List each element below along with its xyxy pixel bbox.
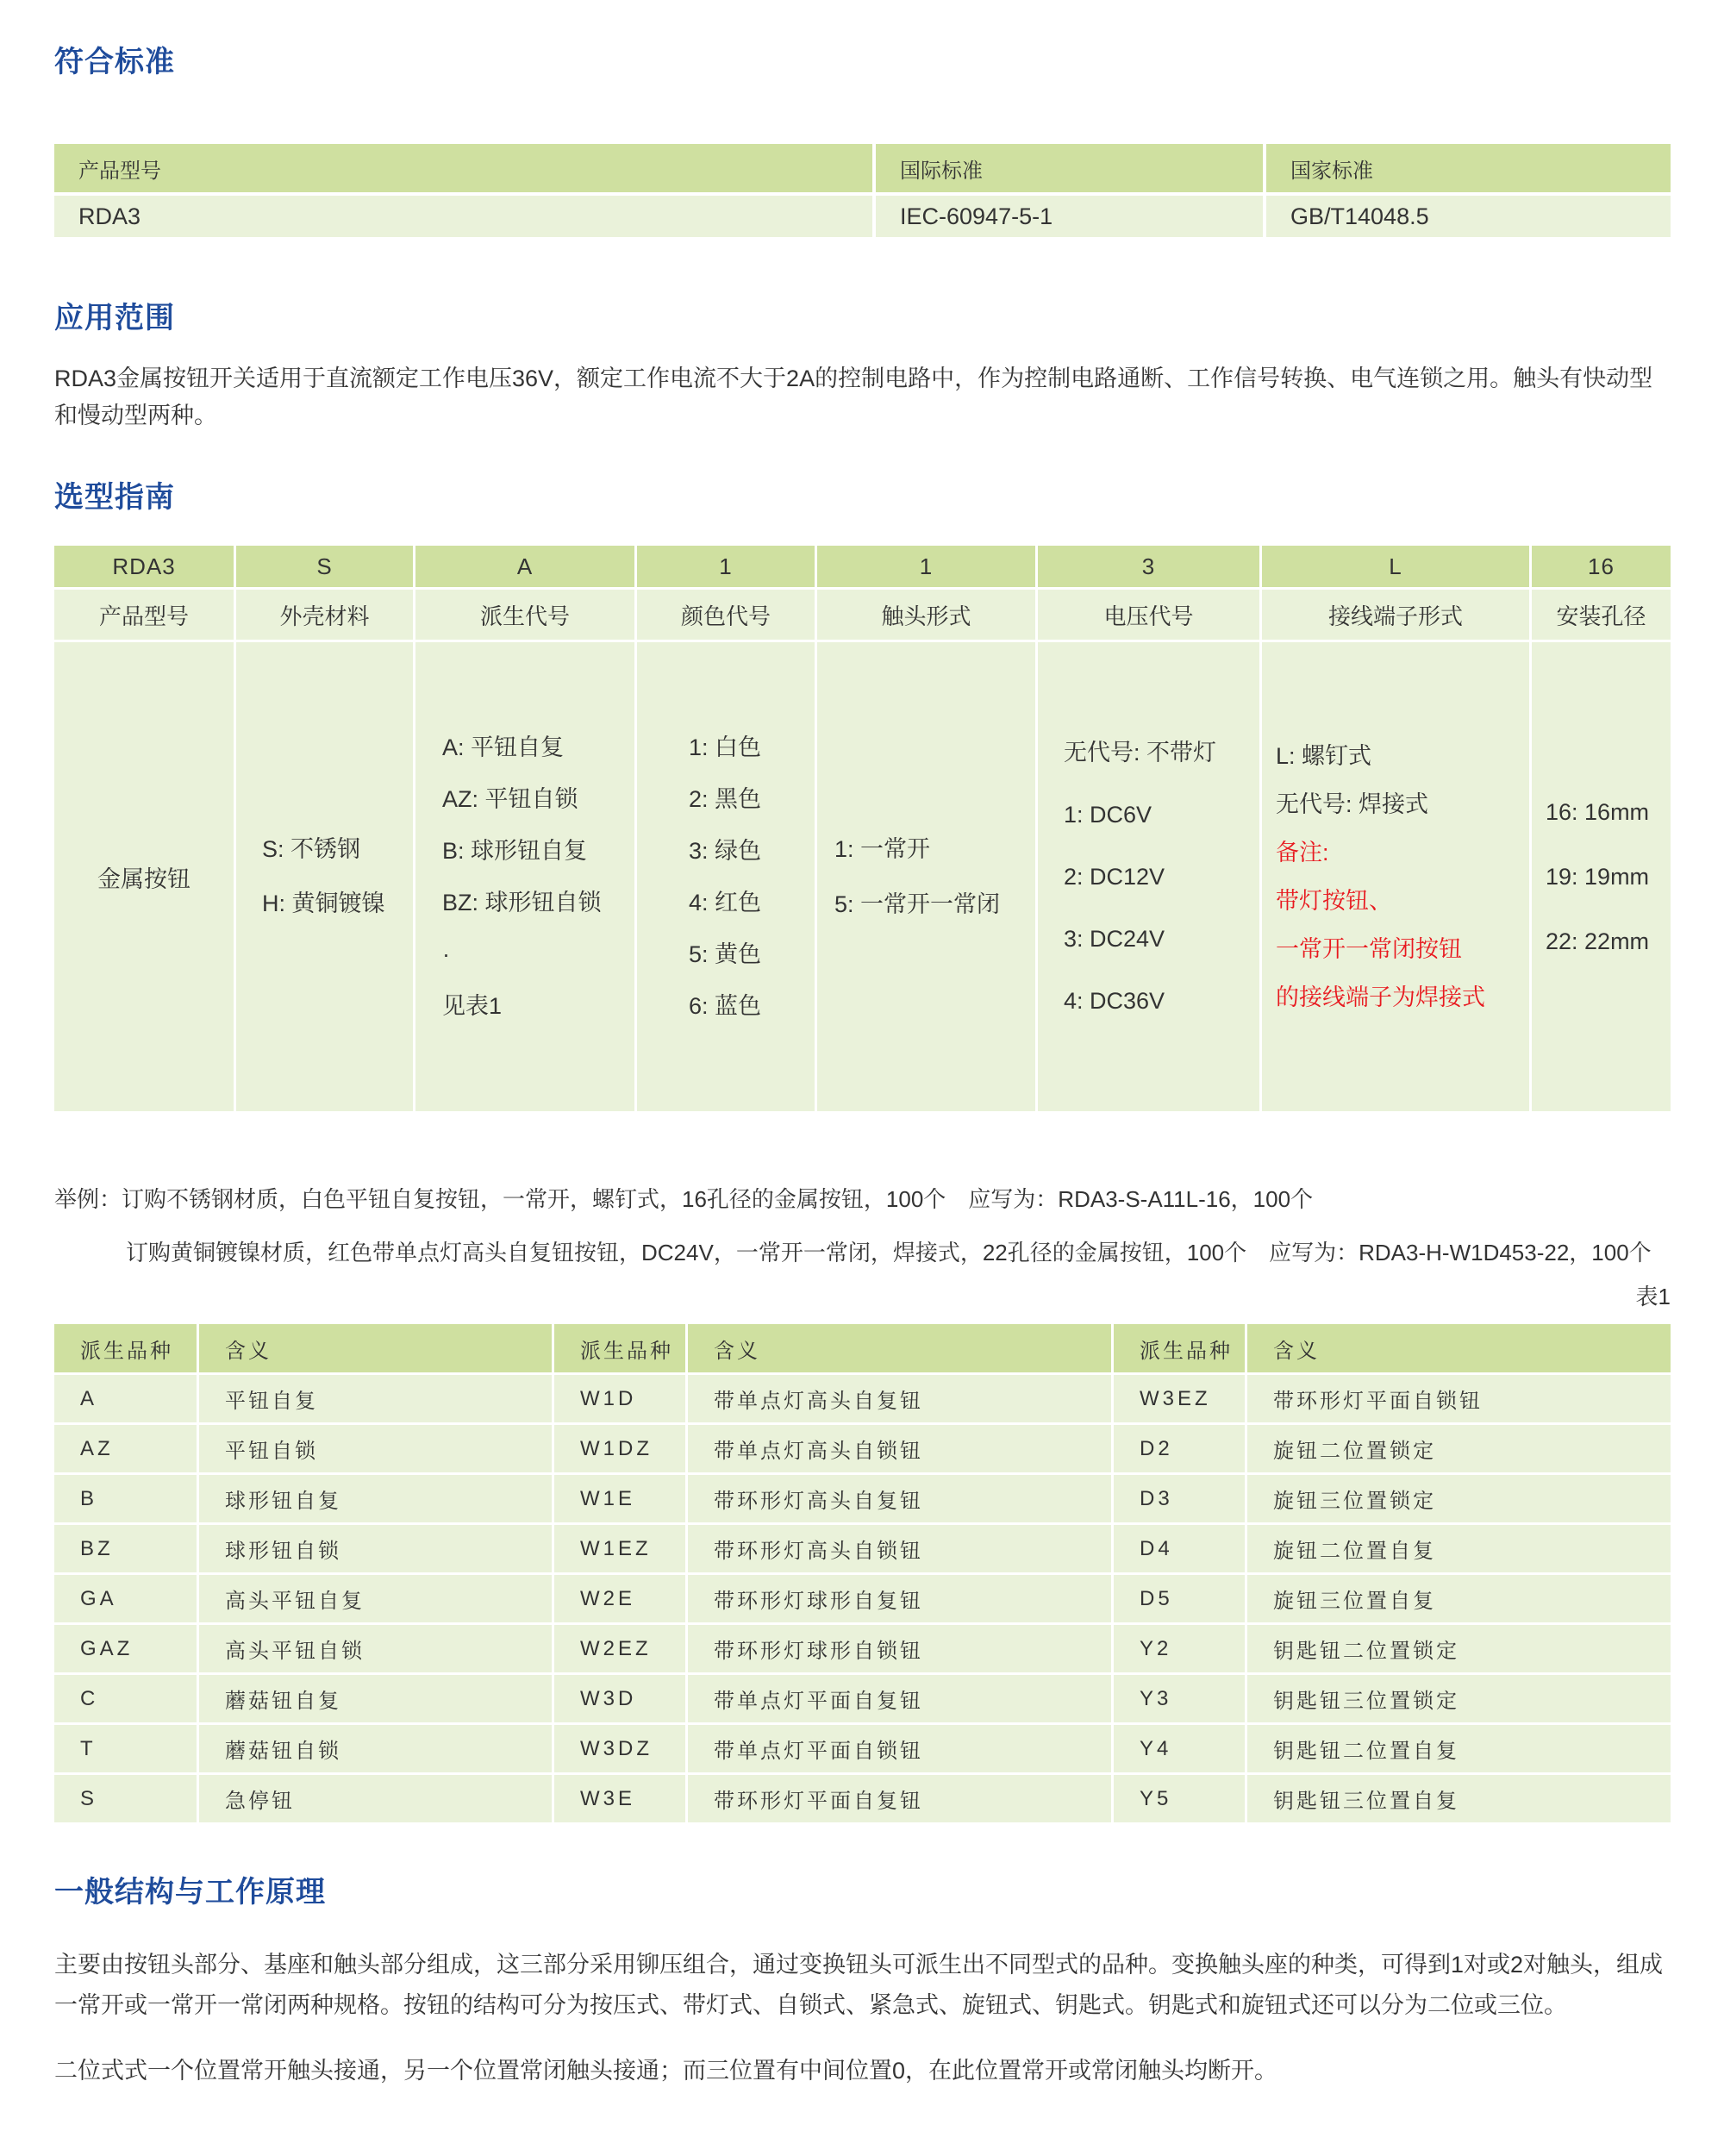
table1-meaning-cell: 急停钮 <box>199 1775 552 1822</box>
table1-meaning-cell: 钥匙钮三位置自复 <box>1247 1775 1671 1822</box>
table1-header-cell: 含义 <box>1247 1324 1671 1372</box>
table1-meaning-cell: 带环形灯球形自复钮 <box>688 1575 1111 1622</box>
table1-code-cell: D5 <box>1114 1575 1245 1622</box>
table1-meaning-cell: 带单点灯高头自复钮 <box>688 1375 1111 1422</box>
standards-header-international: 国际标准 <box>876 144 1263 192</box>
table1-header-cell: 含义 <box>199 1324 552 1372</box>
table1-code-cell: B <box>54 1475 197 1522</box>
section-title-selection: 选型指南 <box>54 481 175 514</box>
terminal-note-line: 带灯按钮、 <box>1276 888 1392 914</box>
table1-meaning-cell: 旋钮三位置锁定 <box>1247 1475 1671 1522</box>
table1-header-cell: 派生品种 <box>54 1324 197 1372</box>
standards-header-national: 国家标准 <box>1266 144 1671 192</box>
table1-code-cell: D2 <box>1114 1425 1245 1472</box>
table1-code-cell: Y4 <box>1114 1725 1245 1772</box>
terminal-note-line: 备注: <box>1276 840 1329 866</box>
table1-code-cell: C <box>54 1675 197 1722</box>
table1-meaning-cell: 带环形灯平面自锁钮 <box>1247 1375 1671 1422</box>
datasheet-page <box>54 47 1671 2091</box>
table1-meaning-cell: 旋钮二位置锁定 <box>1247 1425 1671 1472</box>
table1-meaning-cell: 球形钮自锁 <box>199 1525 552 1572</box>
derived-varieties-table <box>54 1324 1671 1822</box>
table1-code-cell: S <box>54 1775 197 1822</box>
table1-code-cell: W3E <box>554 1775 685 1822</box>
selection-code-cell: A <box>415 546 634 587</box>
application-paragraph: RDA3金属按钮开关适用于直流额定工作电压36V，额定工作电流不大于2A的控制电路中，作为控制电路通断、工作信号转换、电气连锁之用。触头有快动型和慢动型两种。 <box>54 366 1653 428</box>
selection-label-cell: 安装孔径 <box>1532 590 1671 640</box>
selection-label-cell: 触头形式 <box>817 590 1035 640</box>
table1-meaning-cell: 蘑菇钮自锁 <box>199 1725 552 1772</box>
terminal-note-line: 一常开一常闭按钮 <box>1276 936 1462 962</box>
cell-terminal-form: L: 螺钉式 无代号: 焊接式 备注: 带灯按钮、 一常开一常闭按钮 的接线端子为焊接式 <box>1262 642 1529 1111</box>
table1-meaning-cell: 高头平钮自复 <box>199 1575 552 1622</box>
selection-code-cell: 3 <box>1038 546 1259 587</box>
table1-meaning-cell: 带环形灯高头自锁钮 <box>688 1525 1111 1572</box>
table1-code-cell: BZ <box>54 1525 197 1572</box>
cell-product-type <box>54 642 234 1111</box>
standards-cell-product-model: RDA3 <box>54 196 872 237</box>
table1-code-cell: W3D <box>554 1675 685 1722</box>
selection-label-cell: 外壳材料 <box>236 590 413 640</box>
structure-paragraph-1: 主要由按钮头部分、基座和触头部分组成，这三部分采用铆压组合，通过变换钮头可派生出不同型式的品种。变换触头座的种类，可得到1对或2对触头，组成一常开或一常开一常闭两种规格。按钮的结构可分为按压式、带灯式、自锁式、紧急式、旋钮式、钥匙式。钥匙式和旋钮式还可以分为二位或三位。 <box>54 1952 1664 2018</box>
table1-code-cell: Y3 <box>1114 1675 1245 1722</box>
table1-meaning-cell: 带单点灯平面自复钮 <box>688 1675 1111 1722</box>
table1-code-cell: W2EZ <box>554 1625 685 1672</box>
table1-code-cell: D3 <box>1114 1475 1245 1522</box>
table1-meaning-cell: 带环形灯平面自复钮 <box>688 1775 1111 1822</box>
table1-meaning-cell: 平钮自锁 <box>199 1425 552 1472</box>
table1-code-cell: W3EZ <box>1114 1375 1245 1422</box>
table1-meaning-cell: 球形钮自复 <box>199 1475 552 1522</box>
table1-header-cell: 派生品种 <box>554 1324 685 1372</box>
ordering-examples <box>54 1185 1671 1267</box>
structure-paragraph-2: 二位式式一个位置常开触头接通，另一个位置常闭触头接通；而三位置有中间位置0，在此位置常开或常闭触头均断开。 <box>54 2058 1278 2084</box>
selection-code-cell: 16 <box>1532 546 1671 587</box>
table1-meaning-cell: 带环形灯高头自复钮 <box>688 1475 1111 1522</box>
section-title-structure: 一般结构与工作原理 <box>54 1876 326 1909</box>
table1-meaning-cell: 旋钮三位置自复 <box>1247 1575 1671 1622</box>
selection-code-cell: RDA3 <box>54 546 234 587</box>
cell-shell-material: S: 不锈钢 H: 黄铜镀镍 <box>236 642 413 1111</box>
selection-label-cell: 接线端子形式 <box>1262 590 1529 640</box>
product-type-text: 金属按钮 <box>97 866 191 892</box>
table1-meaning-cell: 高头平钮自锁 <box>199 1625 552 1672</box>
table1-code-cell: W2E <box>554 1575 685 1622</box>
table1-meaning-cell: 钥匙钮三位置锁定 <box>1247 1675 1671 1722</box>
table1-code-cell: A <box>54 1375 197 1422</box>
selection-code-cell: S <box>236 546 413 587</box>
table1-meaning-cell: 蘑菇钮自复 <box>199 1675 552 1722</box>
cell-contact-form: 1: 一常开 5: 一常开一常闭 <box>817 642 1035 1111</box>
table1-meaning-cell: 带环形灯球形自锁钮 <box>688 1625 1111 1672</box>
cell-derive-code: A: 平钮自复 AZ: 平钮自锁 B: 球形钮自复 BZ: 球形钮自锁 · 见表1 <box>415 642 634 1111</box>
selection-label-cell: 电压代号 <box>1038 590 1259 640</box>
table1-meaning-cell: 带单点灯高头自锁钮 <box>688 1425 1111 1472</box>
selection-code-cell: 1 <box>637 546 815 587</box>
standards-cell-national: GB/T14048.5 <box>1266 196 1671 237</box>
table1-code-cell: W3DZ <box>554 1725 685 1772</box>
table1-label: 表1 <box>1635 1284 1671 1309</box>
table1-meaning-cell: 平钮自复 <box>199 1375 552 1422</box>
selection-guide-table <box>54 546 1671 1111</box>
standards-table <box>54 144 1671 237</box>
cell-color-code: 1: 白色 2: 黑色 3: 绿色 4: 红色 5: 黄色 6: 蓝色 <box>637 642 815 1111</box>
selection-label-cell: 派生代号 <box>415 590 634 640</box>
section-title-standards: 符合标准 <box>54 46 175 78</box>
table1-code-cell: W1D <box>554 1375 685 1422</box>
table1-meaning-cell: 钥匙钮二位置锁定 <box>1247 1625 1671 1672</box>
cell-voltage-code: 无代号: 不带灯 1: DC6V 2: DC12V 3: DC24V 4: DC36V <box>1038 642 1259 1111</box>
table1-header-cell: 含义 <box>688 1324 1111 1372</box>
table1-code-cell: GA <box>54 1575 197 1622</box>
table1-code-cell: GAZ <box>54 1625 197 1672</box>
selection-label-cell: 颜色代号 <box>637 590 815 640</box>
table1-code-cell: W1EZ <box>554 1525 685 1572</box>
standards-cell-international: IEC-60947-5-1 <box>876 196 1263 237</box>
table1-code-cell: AZ <box>54 1425 197 1472</box>
table1-code-cell: D4 <box>1114 1525 1245 1572</box>
table1-code-cell: W1DZ <box>554 1425 685 1472</box>
table1-meaning-cell: 钥匙钮二位置自复 <box>1247 1725 1671 1772</box>
example-line-2: 订购黄铜镀镍材质，红色带单点灯高头自复钮按钮，DC24V，一常开一常闭，焊接式，22孔径的金属按钮，100个 应写为：RDA3-H-W1D453-22，100个 <box>126 1240 1652 1265</box>
standards-header-product-model: 产品型号 <box>54 144 872 192</box>
table1-code-cell: W1E <box>554 1475 685 1522</box>
cell-mounting-hole: 16: 16mm 19: 19mm 22: 22mm <box>1532 642 1671 1111</box>
example-line-1: 举例：订购不锈钢材质，白色平钮自复按钮，一常开，螺钉式，16孔径的金属按钮，100个 应写为：RDA3-S-A11L-16，100个 <box>54 1186 1314 1212</box>
terminal-note-line: 的接线端子为焊接式 <box>1276 984 1485 1010</box>
selection-label-cell: 产品型号 <box>54 590 234 640</box>
table1-code-cell: Y2 <box>1114 1625 1245 1672</box>
section-title-application: 应用范围 <box>54 302 175 334</box>
table1-meaning-cell: 带单点灯平面自锁钮 <box>688 1725 1111 1772</box>
table1-meaning-cell: 旋钮二位置自复 <box>1247 1525 1671 1572</box>
selection-code-cell: 1 <box>817 546 1035 587</box>
table1-code-cell: T <box>54 1725 197 1772</box>
selection-code-cell: L <box>1262 546 1529 587</box>
table1-header-cell: 派生品种 <box>1114 1324 1245 1372</box>
table1-code-cell: Y5 <box>1114 1775 1245 1822</box>
